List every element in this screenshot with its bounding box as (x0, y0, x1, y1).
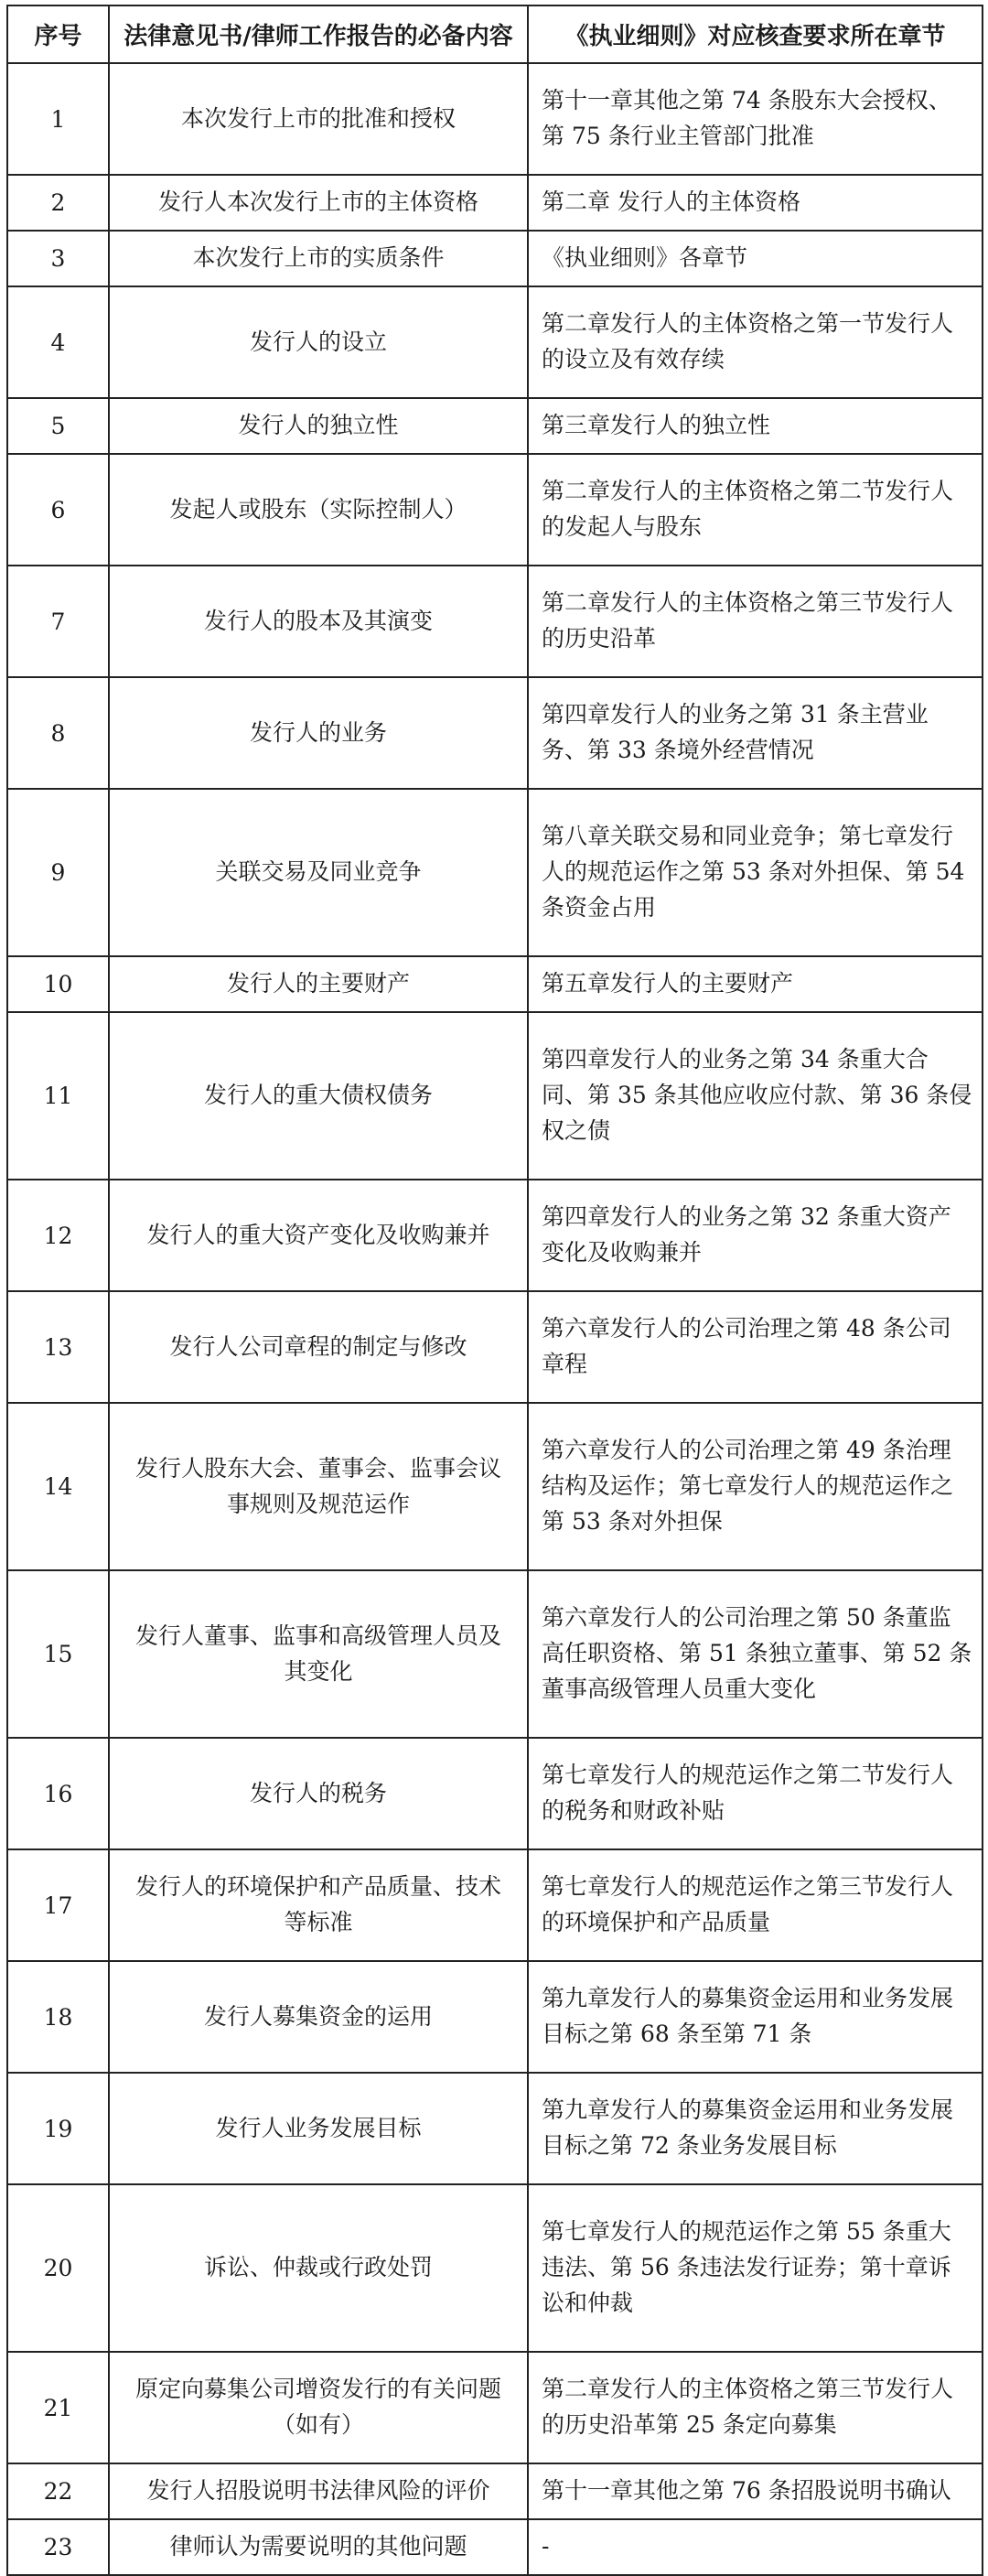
row-rules-chapter: 第四章发行人的业务之第 34 条重大合同、第 35 条其他应收应付款、第 36 条侵权之债 (528, 1012, 983, 1180)
row-number: 9 (7, 789, 109, 956)
row-required-content: 发行人的设立 (109, 286, 528, 398)
table-row (7, 1738, 983, 1849)
row-rules-chapter: 《执业细则》各章节 (528, 231, 983, 286)
row-rules-chapter: 第七章发行人的规范运作之第二节发行人的税务和财政补贴 (528, 1738, 983, 1849)
row-required-content: 发行人股东大会、董事会、监事会议事规则及规范运作 (109, 1403, 528, 1570)
header-no: 序号 (7, 5, 109, 63)
row-rules-chapter: 第二章发行人的主体资格之第三节发行人的历史沿革第 25 条定向募集 (528, 2352, 983, 2463)
row-number: 11 (7, 1012, 109, 1180)
table-row (7, 398, 983, 454)
header-rules-chapter: 《执业细则》对应核查要求所在章节 (528, 5, 983, 63)
table-row (7, 1403, 983, 1570)
table-row (7, 2519, 983, 2575)
table-row (7, 1570, 983, 1738)
row-required-content: 本次发行上市的实质条件 (109, 231, 528, 286)
row-required-content: 关联交易及同业竞争 (109, 789, 528, 956)
table-row (7, 789, 983, 956)
row-required-content: 本次发行上市的批准和授权 (109, 63, 528, 175)
row-number: 2 (7, 175, 109, 231)
row-required-content: 发行人的环境保护和产品质量、技术等标准 (109, 1849, 528, 1961)
table-row (7, 1849, 983, 1961)
row-number: 3 (7, 231, 109, 286)
row-required-content: 发行人的重大资产变化及收购兼并 (109, 1180, 528, 1291)
table-row (7, 1180, 983, 1291)
row-rules-chapter: 第六章发行人的公司治理之第 48 条公司章程 (528, 1291, 983, 1403)
row-number: 19 (7, 2073, 109, 2184)
row-number: 1 (7, 63, 109, 175)
row-number: 7 (7, 566, 109, 677)
row-rules-chapter: 第七章发行人的规范运作之第 55 条重大违法、第 56 条违法发行证券；第十章诉讼和仲裁 (528, 2184, 983, 2352)
row-rules-chapter: 第八章关联交易和同业竞争；第七章发行人的规范运作之第 53 条对外担保、第 54 条资金占用 (528, 789, 983, 956)
row-required-content: 发行人的业务 (109, 677, 528, 789)
row-rules-chapter: 第二章发行人的主体资格之第二节发行人的发起人与股东 (528, 454, 983, 566)
table-header-row (7, 5, 983, 63)
table-row (7, 1012, 983, 1180)
row-required-content: 发行人董事、监事和高级管理人员及其变化 (109, 1570, 528, 1738)
table-row (7, 454, 983, 566)
row-required-content: 发行人招股说明书法律风险的评价 (109, 2463, 528, 2519)
requirements-table (6, 5, 983, 2576)
table-row (7, 286, 983, 398)
row-number: 13 (7, 1291, 109, 1403)
row-rules-chapter: 第二章 发行人的主体资格 (528, 175, 983, 231)
row-number: 22 (7, 2463, 109, 2519)
table-row (7, 1291, 983, 1403)
row-number: 15 (7, 1570, 109, 1738)
row-rules-chapter: 第九章发行人的募集资金运用和业务发展目标之第 68 条至第 71 条 (528, 1961, 983, 2073)
table-row (7, 175, 983, 231)
row-number: 5 (7, 398, 109, 454)
row-rules-chapter: - (528, 2519, 983, 2575)
row-rules-chapter: 第四章发行人的业务之第 31 条主营业务、第 33 条境外经营情况 (528, 677, 983, 789)
row-required-content: 发行人业务发展目标 (109, 2073, 528, 2184)
table-row (7, 566, 983, 677)
row-required-content: 发行人的税务 (109, 1738, 528, 1849)
row-rules-chapter: 第六章发行人的公司治理之第 49 条治理结构及运作；第七章发行人的规范运作之第 53 条对外担保 (528, 1403, 983, 1570)
row-required-content: 发起人或股东（实际控制人） (109, 454, 528, 566)
row-required-content: 发行人的主要财产 (109, 956, 528, 1012)
row-required-content: 发行人募集资金的运用 (109, 1961, 528, 2073)
row-rules-chapter: 第四章发行人的业务之第 32 条重大资产变化及收购兼并 (528, 1180, 983, 1291)
row-number: 21 (7, 2352, 109, 2463)
table-row (7, 2352, 983, 2463)
row-rules-chapter: 第九章发行人的募集资金运用和业务发展目标之第 72 条业务发展目标 (528, 2073, 983, 2184)
table-row (7, 2463, 983, 2519)
row-number: 23 (7, 2519, 109, 2575)
row-rules-chapter: 第六章发行人的公司治理之第 50 条董监高任职资格、第 51 条独立董事、第 52 条董事高级管理人员重大变化 (528, 1570, 983, 1738)
row-number: 8 (7, 677, 109, 789)
table-row (7, 63, 983, 175)
row-required-content: 发行人的股本及其演变 (109, 566, 528, 677)
row-required-content: 律师认为需要说明的其他问题 (109, 2519, 528, 2575)
row-required-content: 原定向募集公司增资发行的有关问题（如有） (109, 2352, 528, 2463)
row-rules-chapter: 第三章发行人的独立性 (528, 398, 983, 454)
row-required-content: 发行人的独立性 (109, 398, 528, 454)
row-rules-chapter: 第五章发行人的主要财产 (528, 956, 983, 1012)
row-required-content: 发行人的重大债权债务 (109, 1012, 528, 1180)
row-rules-chapter: 第二章发行人的主体资格之第一节发行人的设立及有效存续 (528, 286, 983, 398)
row-number: 10 (7, 956, 109, 1012)
row-rules-chapter: 第十一章其他之第 76 条招股说明书确认 (528, 2463, 983, 2519)
row-number: 16 (7, 1738, 109, 1849)
table-row (7, 231, 983, 286)
header-required-content: 法律意见书/律师工作报告的必备内容 (109, 5, 528, 63)
table-row (7, 2184, 983, 2352)
table-row (7, 956, 983, 1012)
row-rules-chapter: 第二章发行人的主体资格之第三节发行人的历史沿革 (528, 566, 983, 677)
row-number: 17 (7, 1849, 109, 1961)
row-rules-chapter: 第十一章其他之第 74 条股东大会授权、第 75 条行业主管部门批准 (528, 63, 983, 175)
row-number: 4 (7, 286, 109, 398)
table-row (7, 677, 983, 789)
row-required-content: 发行人本次发行上市的主体资格 (109, 175, 528, 231)
table-row (7, 1961, 983, 2073)
table-row (7, 2073, 983, 2184)
row-number: 20 (7, 2184, 109, 2352)
row-rules-chapter: 第七章发行人的规范运作之第三节发行人的环境保护和产品质量 (528, 1849, 983, 1961)
row-number: 12 (7, 1180, 109, 1291)
row-number: 14 (7, 1403, 109, 1570)
row-required-content: 诉讼、仲裁或行政处罚 (109, 2184, 528, 2352)
row-required-content: 发行人公司章程的制定与修改 (109, 1291, 528, 1403)
row-number: 18 (7, 1961, 109, 2073)
row-number: 6 (7, 454, 109, 566)
